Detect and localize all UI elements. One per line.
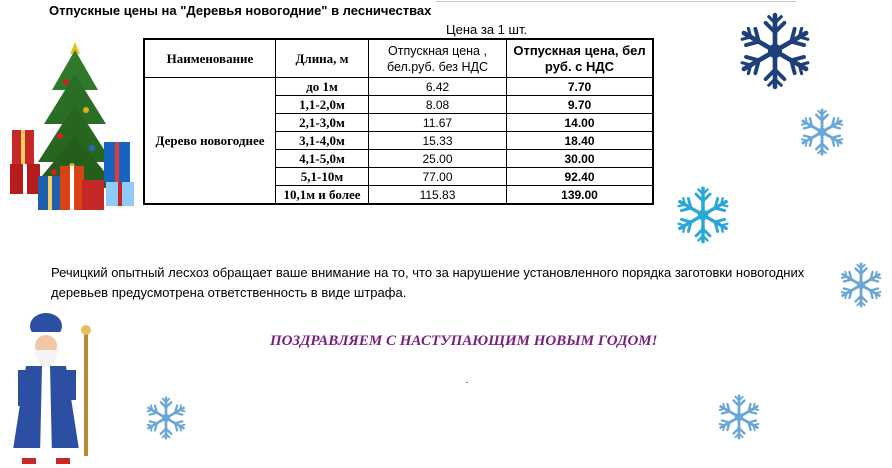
price-no-vat-cell: 15.33	[369, 132, 507, 150]
table-row	[144, 78, 653, 96]
price-no-vat-cell: 115.83	[369, 186, 507, 205]
price-vat-cell: 18.40	[507, 132, 654, 150]
price-vat-cell: 9.70	[507, 96, 654, 114]
unit-note: Цена за 1 шт.	[446, 22, 528, 37]
notice-text: Речицкий опытный лесхоз обращает ваше внимание на то, что за нарушение установленного порядка заготовки новогодних деревьев предусмотрена ответственность в виде штрафа.	[51, 265, 805, 300]
page-title: Отпускные цены на "Деревья новогодние" в лесничествах	[49, 3, 432, 18]
table-header-row	[144, 39, 653, 78]
length-cell: 1,1-2,0м	[276, 96, 369, 114]
price-no-vat-cell: 6.42	[369, 78, 507, 96]
item-name-cell: Дерево новогоднее	[144, 78, 276, 205]
length-cell: 2,1-3,0м	[276, 114, 369, 132]
ded-moroz-icon	[4, 308, 100, 464]
length-cell: 10,1м и более	[276, 186, 369, 205]
stray-dot	[466, 382, 468, 383]
length-cell: до 1м	[276, 78, 369, 96]
price-vat-cell: 14.00	[507, 114, 654, 132]
length-cell: 3,1-4,0м	[276, 132, 369, 150]
price-no-vat-cell: 25.00	[369, 150, 507, 168]
snowflake-icon	[144, 396, 188, 440]
snowflake-icon	[838, 262, 884, 308]
col-header-price-no-vat: Отпускная цена , бел.руб. без НДС	[369, 39, 507, 78]
price-no-vat-cell: 8.08	[369, 96, 507, 114]
price-no-vat-cell: 77.00	[369, 168, 507, 186]
price-vat-cell: 92.40	[507, 168, 654, 186]
top-rule	[436, 1, 796, 2]
snowflake-icon	[716, 394, 762, 440]
length-cell: 5,1-10м	[276, 168, 369, 186]
length-cell: 4,1-5,0м	[276, 150, 369, 168]
col-header-price-vat: Отпускная цена, бел руб. с НДС	[507, 39, 654, 78]
christmas-tree-icon	[8, 38, 138, 213]
price-vat-cell: 30.00	[507, 150, 654, 168]
price-vat-cell: 139.00	[507, 186, 654, 205]
col-header-length: Длина, м	[276, 39, 369, 78]
snowflake-icon	[674, 186, 732, 244]
snowflake-icon	[736, 12, 814, 90]
snowflake-icon	[798, 108, 846, 156]
price-no-vat-cell: 11.67	[369, 114, 507, 132]
col-header-name: Наименование	[144, 39, 276, 78]
new-year-greeting: ПОЗДРАВЛЯЕМ С НАСТУПАЮЩИМ НОВЫМ ГОДОМ!	[270, 333, 658, 349]
price-vat-cell: 7.70	[507, 78, 654, 96]
price-table	[143, 38, 654, 205]
